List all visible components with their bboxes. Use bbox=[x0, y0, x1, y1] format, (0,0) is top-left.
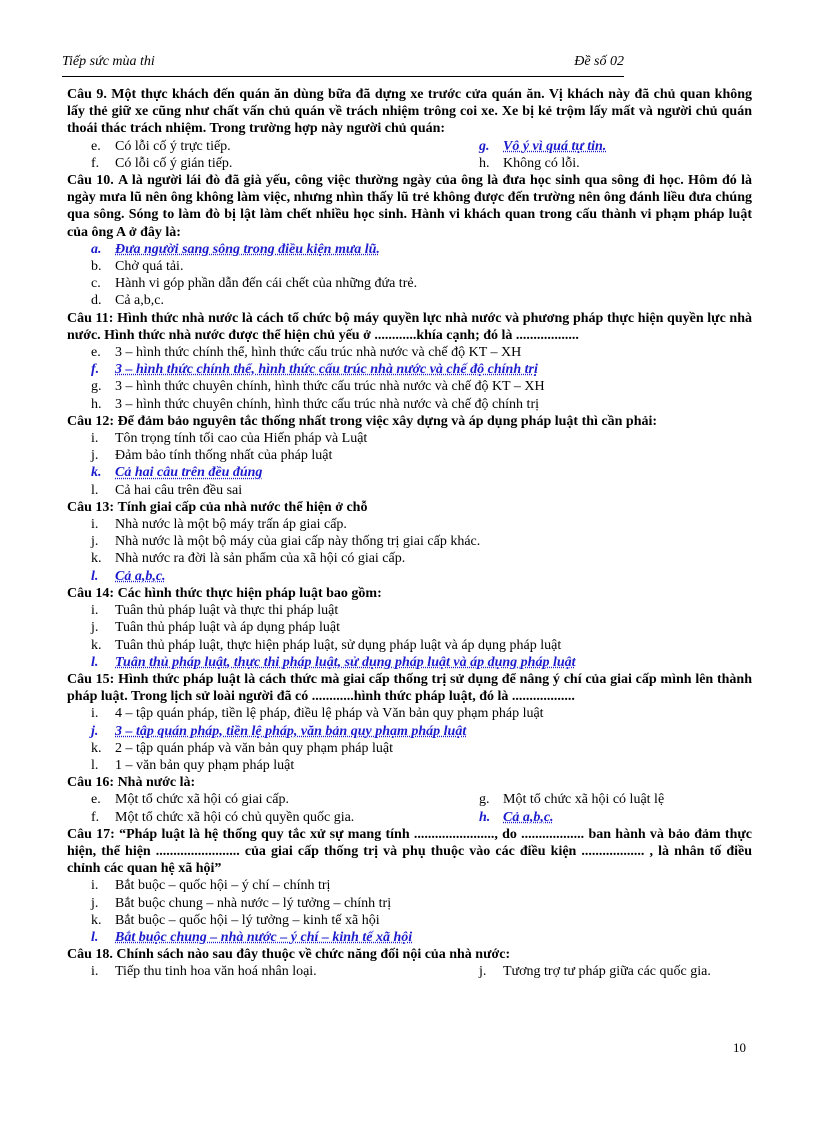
question-block bbox=[67, 499, 752, 585]
answer-option bbox=[455, 155, 752, 172]
option-letter: h. bbox=[91, 396, 102, 412]
question-number: Câu 11: bbox=[67, 310, 114, 326]
option-text: Cả a,b,c. bbox=[115, 568, 166, 584]
option-letter: e. bbox=[91, 792, 101, 808]
answer-option bbox=[67, 516, 752, 533]
option-letter: k. bbox=[91, 551, 102, 567]
question-stem bbox=[67, 310, 752, 344]
option-letter: i. bbox=[91, 706, 99, 722]
question-block bbox=[67, 310, 752, 413]
answer-option bbox=[67, 740, 752, 757]
option-text: Cả a,b,c. bbox=[503, 809, 554, 825]
question-block bbox=[67, 172, 752, 310]
answer-option bbox=[67, 447, 752, 464]
question-stem bbox=[67, 413, 752, 430]
answer-option bbox=[67, 619, 752, 636]
answer-option-correct bbox=[67, 361, 752, 378]
option-letter: f. bbox=[91, 155, 100, 171]
question-text: Tính giai cấp của nhà nước thể hiện ở chỗ bbox=[117, 499, 368, 515]
option-letter: l. bbox=[91, 568, 99, 584]
answer-options bbox=[67, 138, 752, 172]
option-text: 2 – tập quán pháp và văn bản quy phạm pháp luật bbox=[115, 740, 393, 756]
option-text: Có lỗi cố ý gián tiếp. bbox=[115, 155, 233, 171]
question-stem bbox=[67, 499, 752, 516]
option-letter: g. bbox=[91, 379, 102, 395]
option-text: 4 – tập quán pháp, tiền lệ pháp, điều lệ pháp và Văn bản quy phạm pháp luật bbox=[115, 706, 544, 722]
answer-options bbox=[67, 705, 752, 774]
option-letter: c. bbox=[91, 276, 101, 292]
option-letter: i. bbox=[91, 603, 99, 619]
question-number: Câu 14: bbox=[67, 585, 115, 601]
option-letter: j. bbox=[91, 620, 99, 636]
answer-option-correct bbox=[455, 138, 752, 155]
option-letter: j. bbox=[91, 723, 99, 739]
option-letter: g. bbox=[479, 792, 490, 808]
option-letter: e. bbox=[91, 345, 101, 361]
answer-options bbox=[67, 963, 752, 980]
answer-options bbox=[67, 877, 752, 946]
question-stem bbox=[67, 946, 752, 963]
option-text: Đảm bảo tính thống nhất của pháp luật bbox=[115, 448, 333, 464]
option-letter: j. bbox=[91, 448, 99, 464]
option-letter: j. bbox=[91, 534, 99, 550]
option-letter: e. bbox=[91, 138, 101, 154]
option-text: 3 – hình thức chính thể, hình thức cấu trúc nhà nước và chế độ chính trị bbox=[115, 362, 538, 378]
option-letter: k. bbox=[91, 740, 102, 756]
question-block bbox=[67, 671, 752, 774]
answer-option bbox=[67, 912, 752, 929]
answer-option bbox=[67, 258, 752, 275]
answer-option bbox=[67, 895, 752, 912]
option-text: Nhà nước ra đời là sản phẩm của xã hội có giai cấp. bbox=[115, 551, 406, 567]
option-text: Hành vi góp phần dẫn đến cái chết của những đứa trẻ. bbox=[115, 276, 418, 292]
option-text: Bắt buộc – quốc hội – ý chí – chính trị bbox=[115, 878, 331, 894]
question-text: A là người lái đò đã già yếu, công việc thường ngày của ông là đưa học sinh qua sông đi học. Hôm đó là ngày mưa lũ nên ông không làm việc, nhưng nhìn thấy lũ trẻ không được đến trường nên ông đánh liều đưa chúng qua sông. Sóng to làm đò bị lật làm chết nhiều học sinh. Hành vi khách quan trong cấu thành vi phạm pháp luật của ông A ở đây là: bbox=[67, 173, 752, 240]
question-text: Chính sách nào sau đây thuộc về chức năng đối nội của nhà nước: bbox=[116, 947, 511, 963]
option-text: 3 – hình thức chính thể, hình thức cấu trúc nhà nước và chế độ KT – XH bbox=[115, 345, 522, 361]
option-text: Cả hai câu trên đều sai bbox=[115, 482, 243, 498]
answer-option bbox=[67, 292, 752, 309]
question-text: Hình thức pháp luật là cách thức mà giai cấp thống trị sử dụng để nâng ý chí của giai cấp mình lên thành pháp luật. Trong lịch sử loài người đã có ............hình thức pháp luật, đó là .................. bbox=[67, 671, 753, 705]
option-text: Tuân thủ pháp luật và áp dụng pháp luật bbox=[115, 620, 341, 636]
option-text: Một tổ chức xã hội có luật lệ bbox=[503, 792, 665, 808]
option-letter: f. bbox=[91, 362, 100, 378]
answer-option bbox=[67, 602, 752, 619]
answer-options bbox=[67, 516, 752, 585]
question-block bbox=[67, 946, 752, 980]
option-letter: l. bbox=[91, 654, 99, 670]
page-header bbox=[62, 52, 624, 77]
answer-option bbox=[455, 791, 752, 808]
option-letter: b. bbox=[91, 259, 102, 275]
question-stem bbox=[67, 86, 752, 138]
option-text: Đưa người sang sông trong điều kiện mưa lũ. bbox=[115, 241, 380, 257]
option-text: 3 – hình thức chuyên chính, hình thức cấu trúc nhà nước và chế độ chính trị bbox=[115, 396, 539, 412]
option-letter: d. bbox=[91, 293, 102, 309]
answer-option bbox=[67, 877, 752, 894]
question-block bbox=[67, 774, 752, 826]
page-number: 10 bbox=[733, 1040, 746, 1055]
question-text: Nhà nước là: bbox=[117, 775, 196, 791]
answer-option bbox=[67, 637, 752, 654]
option-text: Tôn trọng tính tối cao của Hiến pháp và Luật bbox=[115, 431, 368, 447]
answer-option bbox=[67, 430, 752, 447]
question-number: Câu 9. bbox=[67, 87, 107, 102]
question-number: Câu 13: bbox=[67, 499, 115, 515]
option-letter: i. bbox=[91, 964, 99, 980]
answer-option-correct bbox=[455, 809, 752, 826]
option-text: Nhà nước là một bộ máy trấn áp giai cấp. bbox=[115, 517, 347, 533]
option-text: Một tổ chức xã hội có giai cấp. bbox=[115, 792, 289, 808]
option-letter: a. bbox=[91, 241, 102, 257]
answer-option bbox=[67, 705, 752, 722]
answer-option bbox=[67, 550, 752, 567]
answer-option bbox=[67, 791, 455, 808]
answer-option bbox=[67, 378, 752, 395]
answer-option-correct bbox=[67, 241, 752, 258]
option-text: Cả a,b,c. bbox=[115, 293, 164, 309]
option-letter: k. bbox=[91, 912, 102, 928]
question-block bbox=[67, 585, 752, 671]
answer-options bbox=[67, 344, 752, 413]
option-letter: i. bbox=[91, 431, 99, 447]
question-text: Một thực khách đến quán ăn dùng bữa đã dựng xe trước cửa quán ăn. Vị khách này đã chủ quan không lấy thẻ giữ xe cũng như chất vấn chủ quán về trách nhiệm trông coi xe. Xe bị kẻ trộm lấy mất và người chủ quán thoái thác trách nhiệm. Trong trường hợp này người chủ quán: bbox=[67, 87, 753, 137]
question-number: Câu 10. bbox=[67, 173, 114, 189]
question-text: Để đảm bảo nguyên tắc thống nhất trong việc xây dựng và áp dụng pháp luật thì cần phải: bbox=[117, 413, 658, 429]
option-letter: j. bbox=[91, 895, 99, 911]
option-text: Bắt buộc chung – nhà nước – lý tưởng – chính trị bbox=[115, 895, 392, 911]
answer-option bbox=[67, 963, 455, 980]
question-number: Câu 12: bbox=[67, 413, 115, 429]
question-number: Câu 17: bbox=[67, 826, 115, 842]
option-text: Tuân thủ pháp luật, thực thi pháp luật, sử dụng pháp luật và áp dụng pháp luật bbox=[115, 654, 576, 670]
option-text: Tuân thủ pháp luật, thực hiện pháp luật, sử dụng pháp luật và áp dụng pháp luật bbox=[115, 637, 562, 653]
option-letter: j. bbox=[479, 964, 487, 980]
answer-options bbox=[67, 430, 752, 499]
answer-option bbox=[67, 533, 752, 550]
option-text: 3 – hình thức chuyên chính, hình thức cấu trúc nhà nước và chế độ KT – XH bbox=[115, 379, 545, 395]
option-letter: l. bbox=[91, 482, 99, 498]
header-right-title: Đề số 02 bbox=[574, 54, 624, 69]
option-text: Một tổ chức xã hội có chủ quyền quốc gia. bbox=[115, 809, 355, 825]
option-text: Nhà nước là một bộ máy của giai cấp này thống trị giai cấp khác. bbox=[115, 534, 481, 550]
answer-option bbox=[67, 809, 455, 826]
answer-options bbox=[67, 791, 752, 825]
question-number: Câu 15: bbox=[67, 671, 115, 687]
question-stem bbox=[67, 826, 752, 878]
option-text: Bắt buộc – quốc hội – lý tưởng – kinh tế xã hội bbox=[115, 912, 380, 928]
option-text: Vô ý vì quá tự tin. bbox=[503, 138, 607, 154]
option-letter: i. bbox=[91, 878, 99, 894]
question-stem bbox=[67, 671, 752, 705]
question-text: Hình thức nhà nước là cách tổ chức bộ máy quyền lực nhà nước và phương pháp thực hiện quyền lực nhà nước. Hình thức nhà nước được thể hiện chủ yếu ở ............khía cạnh; đó là .................. bbox=[67, 310, 753, 343]
option-letter: f. bbox=[91, 809, 100, 825]
answer-option bbox=[67, 396, 752, 413]
question-block bbox=[67, 826, 752, 946]
option-text: Bắt buộc chung – nhà nước – ý chí – kinh tế xã hội bbox=[115, 929, 413, 945]
option-text: Không có lỗi. bbox=[503, 155, 580, 171]
question-block bbox=[67, 86, 752, 172]
option-text: Tương trợ tư pháp giữa các quốc gia. bbox=[503, 964, 711, 980]
question-number: Câu 16: bbox=[67, 775, 115, 791]
question-stem bbox=[67, 585, 752, 602]
option-text: 1 – văn bản quy phạm pháp luật bbox=[115, 757, 295, 773]
option-letter: l. bbox=[91, 757, 99, 773]
option-text: Có lỗi cố ý trực tiếp. bbox=[115, 138, 231, 154]
answer-option bbox=[455, 963, 752, 980]
answer-options bbox=[67, 241, 752, 310]
answer-option-correct bbox=[67, 723, 752, 740]
option-text: 3 – tập quán pháp, tiền lệ pháp, văn bản quy phạm pháp luật bbox=[115, 723, 467, 739]
answer-option-correct bbox=[67, 568, 752, 585]
question-text: “Pháp luật là hệ thống quy tắc xử sự mang tính ......................., do .................. ban hành và bảo đảm thực hiện, thể hiện ........................ của giai cấp thống trị và phụ thuộc vào các điều kiện .................. , là nhân tố điều chỉnh các quan hệ xã hội” bbox=[67, 826, 752, 877]
answer-option bbox=[67, 275, 752, 292]
option-letter: k. bbox=[91, 465, 102, 481]
question-stem bbox=[67, 774, 752, 791]
question-number: Câu 18. bbox=[67, 947, 113, 963]
option-letter: k. bbox=[91, 637, 102, 653]
question-stem bbox=[67, 172, 752, 241]
answer-option bbox=[67, 138, 455, 155]
option-letter: i. bbox=[91, 517, 99, 533]
answer-option-correct bbox=[67, 654, 752, 671]
option-text: Tuân thủ pháp luật và thực thi pháp luật bbox=[115, 603, 339, 619]
answer-option bbox=[67, 757, 752, 774]
header-left-title: Tiếp sức mùa thi bbox=[62, 54, 155, 69]
answer-option bbox=[67, 155, 455, 172]
question-text: Các hình thức thực hiện pháp luật bao gồm: bbox=[117, 585, 382, 601]
option-letter: g. bbox=[479, 138, 490, 154]
answer-option-correct bbox=[67, 929, 752, 946]
option-letter: l. bbox=[91, 929, 99, 945]
option-text: Chở quá tải. bbox=[115, 259, 184, 275]
question-list bbox=[67, 86, 752, 981]
answer-option bbox=[67, 482, 752, 499]
answer-options bbox=[67, 602, 752, 671]
option-text: Tiếp thu tinh hoa văn hoá nhân loại. bbox=[115, 964, 317, 980]
answer-option bbox=[67, 344, 752, 361]
question-block bbox=[67, 413, 752, 499]
answer-option-correct bbox=[67, 464, 752, 481]
option-letter: h. bbox=[479, 155, 490, 171]
option-text: Cả hai câu trên đều đúng bbox=[115, 465, 263, 481]
option-letter: h. bbox=[479, 809, 491, 825]
